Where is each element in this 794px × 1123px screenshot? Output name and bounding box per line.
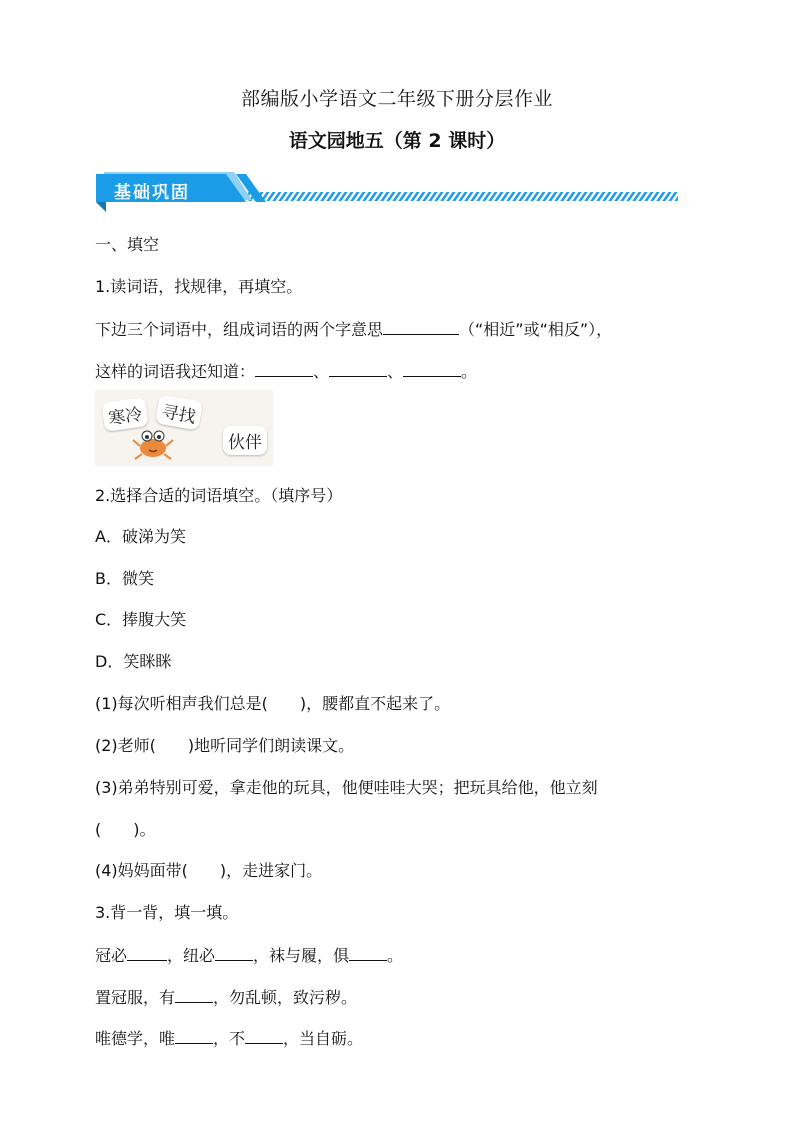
recite-line-3 bbox=[95, 1025, 363, 1049]
q1-text-a: 下边三个词语中，组成词语的两个字意思 bbox=[95, 320, 384, 339]
answer-blank[interactable] bbox=[329, 358, 387, 377]
answer-blank[interactable] bbox=[349, 942, 387, 961]
crab-icon bbox=[131, 424, 175, 462]
option-a: A．破涕为笑 bbox=[95, 527, 186, 546]
question-1-line-2 bbox=[95, 358, 477, 382]
answer-blank[interactable] bbox=[175, 1025, 213, 1044]
question-2-item-1: (1)每次听相声我们总是( )，腰都直不起来了。 bbox=[95, 694, 451, 713]
text: ，勿乱顿，致污秽。 bbox=[213, 988, 358, 1007]
question-2-title: 2.选择合适的词语填空。（填序号） bbox=[95, 486, 343, 505]
answer-blank[interactable] bbox=[255, 358, 313, 377]
q1-text-b: （“相近”或“相反”）， bbox=[459, 320, 613, 339]
text: 。 bbox=[387, 946, 404, 965]
period: 。 bbox=[461, 362, 478, 381]
question-1-title: 1.读词语，找规律，再填空。 bbox=[95, 277, 303, 296]
text: 冠必 bbox=[95, 946, 128, 965]
answer-blank[interactable] bbox=[215, 942, 253, 961]
text: ，纽必 bbox=[167, 946, 216, 965]
answer-blank[interactable] bbox=[175, 984, 213, 1003]
question-2-item-3: (3)弟弟特别可爱，拿走他的玩具，他便哇哇大哭；把玩具给他，他立刻 bbox=[95, 778, 598, 797]
lesson-subtitle: 语文园地五（第 2 课时） bbox=[288, 130, 506, 152]
section-heading: 一、填空 bbox=[95, 235, 160, 254]
answer-blank[interactable] bbox=[245, 1025, 283, 1044]
answer-blank[interactable] bbox=[383, 316, 459, 335]
separator: 、 bbox=[387, 362, 404, 381]
question-2-item-3-cont: ( )。 bbox=[95, 820, 156, 839]
word-card: 寻找 bbox=[155, 394, 203, 430]
text: 置冠服，有 bbox=[95, 988, 176, 1007]
answer-blank[interactable] bbox=[127, 942, 167, 961]
section-banner bbox=[96, 170, 678, 214]
option-c: C．捧腹大笑 bbox=[95, 610, 187, 629]
answer-blank[interactable] bbox=[403, 358, 461, 377]
question-2-item-2: (2)老师( )地听同学们朗读课文。 bbox=[95, 736, 355, 755]
text: ，袜与履，俱 bbox=[253, 946, 350, 965]
option-b: B．微笑 bbox=[95, 569, 154, 588]
text: 唯德学，唯 bbox=[95, 1029, 176, 1048]
banner-label: 基础巩固 bbox=[114, 183, 190, 203]
q1-text-c: 这样的词语我还知道： bbox=[95, 362, 256, 381]
word-cards-illustration bbox=[95, 390, 273, 466]
recite-line-2 bbox=[95, 984, 357, 1008]
text: ，当自砺。 bbox=[283, 1029, 364, 1048]
question-3-title: 3.背一背，填一填。 bbox=[95, 903, 239, 922]
banner-stripe-band bbox=[248, 192, 678, 201]
question-1-line-1 bbox=[95, 316, 612, 340]
banner-fold-shape bbox=[96, 202, 106, 212]
separator: 、 bbox=[313, 362, 330, 381]
word-card: 伙伴 bbox=[223, 426, 267, 455]
recite-line-1 bbox=[95, 942, 403, 966]
text: ，不 bbox=[213, 1029, 246, 1048]
option-d: D．笑眯眯 bbox=[95, 652, 172, 671]
word-card: 寒冷 bbox=[101, 397, 149, 432]
question-2-item-4: (4)妈妈面带( )，走进家门。 bbox=[95, 861, 323, 880]
page-title: 部编版小学语文二年级下册分层作业 bbox=[240, 88, 553, 110]
